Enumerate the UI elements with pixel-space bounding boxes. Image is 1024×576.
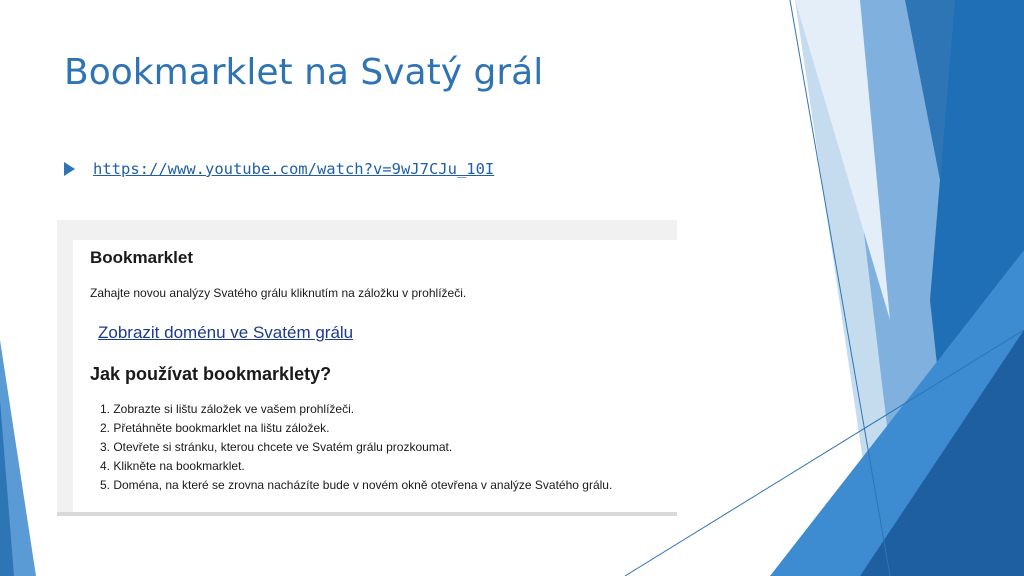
- steps-list: [100, 400, 612, 495]
- howto-heading: Jak používat bookmarklety?: [90, 364, 332, 384]
- slide-title: Bookmarklet na Svatý grál: [64, 52, 544, 93]
- bookmarklet-link[interactable]: Zobrazit doménu ve Svatém grálu: [98, 323, 354, 342]
- bullet-item: [64, 160, 494, 178]
- list-item: 5. Doména, na které se zrovna nacházíte bude v novém okně otevřena v analýze Svatého grálu.: [100, 478, 613, 492]
- list-item: 3. Otevřete si stránku, kterou chcete ve Svatém grálu prozkoumat.: [100, 440, 453, 454]
- screenshot-bottom-border: [57, 512, 677, 516]
- screenshot-intro: Zahajte novou analýzy Svatého grálu kliknutím na záložku v prohlížeči.: [90, 286, 467, 300]
- screenshot-content: [73, 240, 677, 512]
- list-item: 2. Přetáhněte bookmarklet na lištu záložek.: [100, 421, 330, 435]
- screenshot-heading: Bookmarklet: [90, 248, 193, 267]
- youtube-link[interactable]: https://www.youtube.com/watch?v=9wJ7CJu_10I: [93, 160, 495, 178]
- embedded-screenshot: [57, 220, 677, 516]
- list-item: 1. Zobrazte si lištu záložek ve vašem prohlížeči.: [100, 402, 355, 416]
- list-item: 4. Klikněte na bookmarklet.: [100, 459, 245, 473]
- bullet-arrow-icon: [64, 162, 75, 176]
